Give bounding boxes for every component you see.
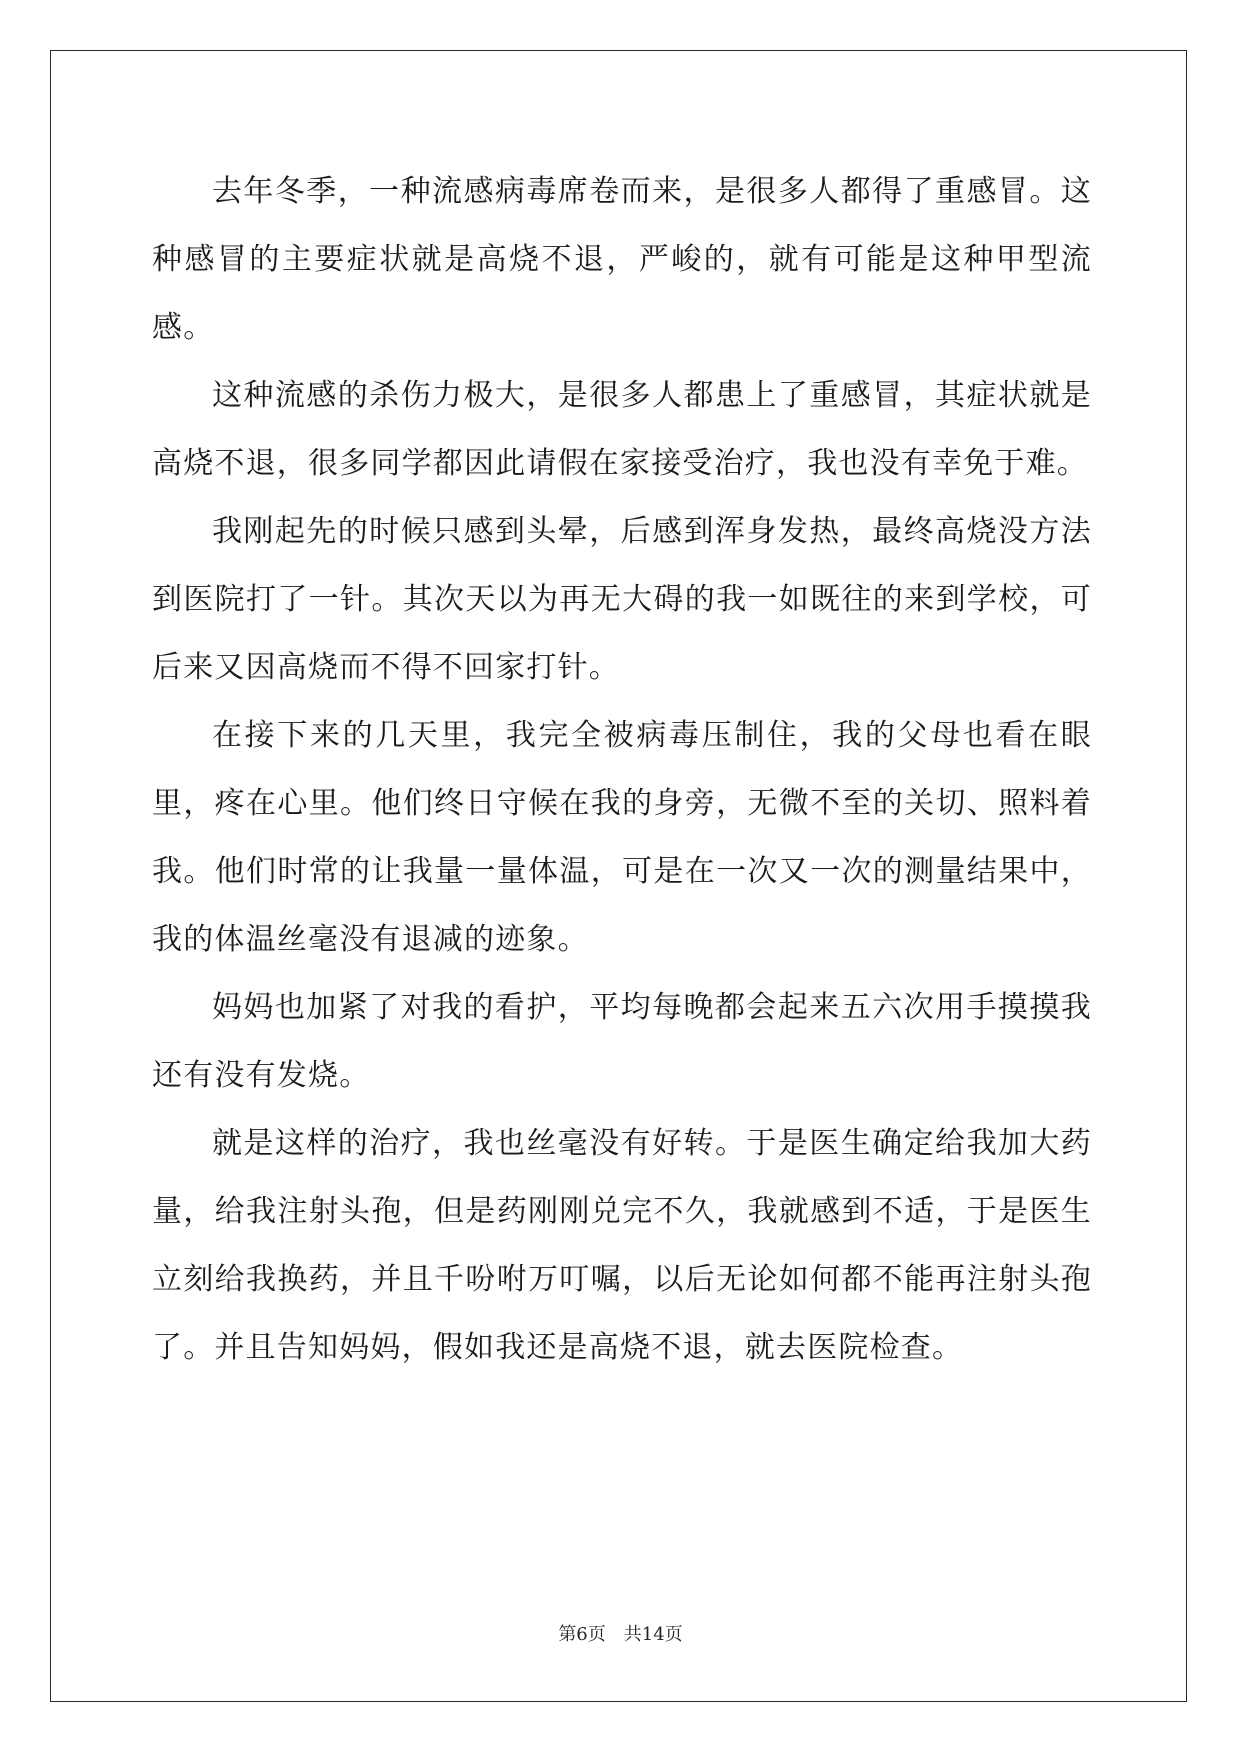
paragraph: 我刚起先的时候只感到头晕，后感到浑身发热，最终高烧没方法到医院打了一针。其次天以为再无大碍的我一如既往的来到学校，可后来又因高烧而不得不回家打针。 <box>152 514 1092 685</box>
paragraph: 这种流感的杀伤力极大，是很多人都患上了重感冒，其症状就是高烧不退，很多同学都因此请假在家接受治疗，我也没有幸免于难。 <box>152 378 1092 481</box>
paragraph: 就是这样的治疗，我也丝毫没有好转。于是医生确定给我加大药量，给我注射头孢，但是药刚刚兑完不久，我就感到不适，于是医生立刻给我换药，并且千吩咐万叮嘱，以后无论如何都不能再注射头孢了。并且告知妈妈，假如我还是高烧不退，就去医院检查。 <box>152 1126 1092 1365</box>
page-number-current: 第6页 <box>558 1624 606 1645</box>
paragraph: 妈妈也加紧了对我的看护，平均每晚都会起来五六次用手摸摸我还有没有发烧。 <box>152 990 1092 1093</box>
page-number-total: 共14页 <box>623 1624 683 1645</box>
paragraph: 去年冬季，一种流感病毒席卷而来，是很多人都得了重感冒。这种感冒的主要症状就是高烧不退，严峻的，就有可能是这种甲型流感。 <box>152 174 1092 345</box>
document-body <box>152 158 1092 1382</box>
page-footer <box>0 1620 1241 1646</box>
paragraph: 在接下来的几天里，我完全被病毒压制住，我的父母也看在眼里，疼在心里。他们终日守候在我的身旁，无微不至的关切、照料着我。他们时常的让我量一量体温，可是在一次又一次的测量结果中，我的体温丝毫没有退减的迹象。 <box>152 718 1092 957</box>
